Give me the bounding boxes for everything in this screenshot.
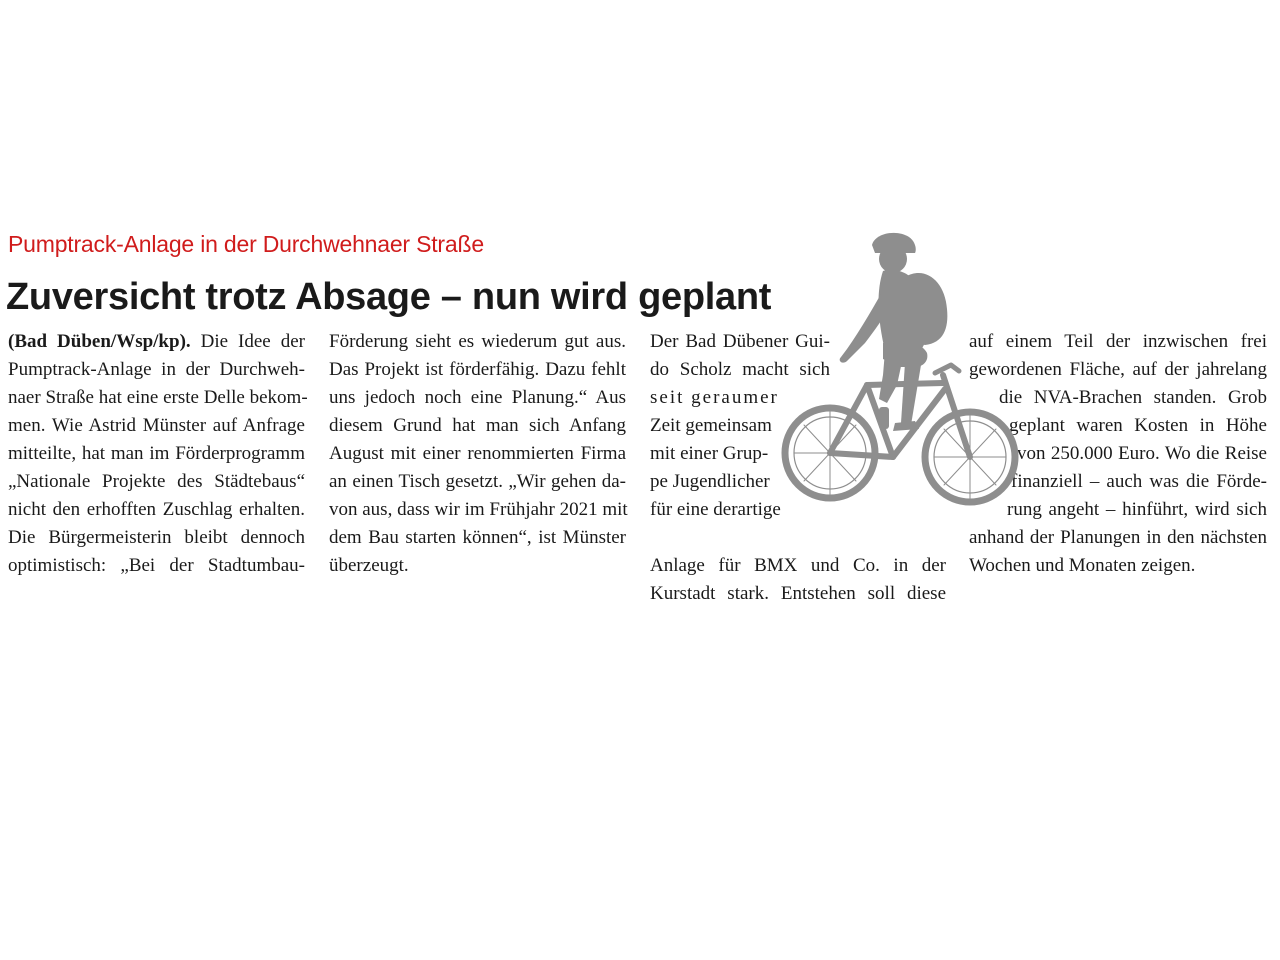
article-headline: Zuversicht trotz Absage – nun wird geplant (6, 276, 772, 318)
article-line: uns jedoch noch eine Planung.“ Aus (329, 387, 626, 408)
article-line: optimistisch: „Bei der Stadtumbau- (8, 555, 305, 576)
article-line: mit einer Grup- (650, 443, 769, 464)
article-line: pe Jugendlicher (650, 471, 770, 492)
article-line: gewordenen Fläche, auf der jahrelang (969, 359, 1267, 380)
article-line: mitteilte, hat man im Förderprogramm (8, 443, 305, 464)
article-line (8, 328, 305, 356)
article-line: an einen Tisch gesetzt. „Wir gehen da- (329, 471, 626, 492)
article-line: die NVA-Brachen standen. Grob (999, 387, 1267, 408)
article-kicker: Pumptrack-Anlage in der Durchwehnaer Straße (8, 231, 484, 257)
article-line: Das Projekt ist förderfähig. Dazu fehlt (329, 359, 626, 380)
article-line: für eine derartige (650, 499, 781, 520)
article-line: von aus, dass wir im Frühjahr 2021 mit (329, 499, 628, 520)
article-line: August mit einer renommierten Firma (329, 443, 626, 464)
article-line: „Nationale Projekte des Städtebaus“ (8, 471, 305, 492)
article-line: Anlage für BMX und Co. in der (650, 555, 946, 576)
article-column-3-continued (650, 552, 946, 608)
article-line: do Scholz macht sich (650, 359, 830, 380)
article-line: Zeit gemeinsam (650, 415, 772, 436)
article-line-text: Die Idee der (190, 331, 305, 352)
cyclist-silhouette-icon (775, 225, 1020, 525)
article-line: naer Straße hat eine erste Delle bekom- (8, 387, 308, 408)
article-line: finanziell – auch was die Förde- (1011, 471, 1267, 492)
article-line: anhand der Planungen in den nächsten (969, 527, 1267, 548)
article-dateline: (Bad Düben/Wsp/kp). (8, 331, 191, 352)
article-column-1 (8, 328, 308, 580)
article-line: Pumptrack-Anlage in der Durchweh- (8, 359, 305, 380)
article-line: Kurstadt stark. Entstehen soll diese (650, 583, 946, 604)
article-line: Die Bürgermeisterin bleibt dennoch (8, 527, 305, 548)
article-line: diesem Grund hat man sich Anfang (329, 415, 626, 436)
article-line: überzeugt. (329, 555, 409, 576)
article-line: auf einem Teil der inzwischen frei (969, 331, 1267, 352)
article-line: Wochen und Monaten zeigen. (969, 555, 1196, 576)
article-line: men. Wie Astrid Münster auf Anfrage (8, 415, 305, 436)
article-line: dem Bau starten können“, ist Münster (329, 527, 626, 548)
article-line: von 250.000 Euro. Wo die Reise (1017, 443, 1267, 464)
article-line: Förderung sieht es wiederum gut aus. (329, 331, 626, 352)
article-line: rung angeht – hinführt, wird sich (1007, 499, 1267, 520)
article-line: seit geraumer (650, 387, 779, 408)
article-line: nicht den erhofften Zuschlag erhalten. (8, 499, 305, 520)
article-column-2 (329, 328, 626, 580)
article-line: Der Bad Dübener Gui- (650, 331, 830, 352)
article-line: geplant waren Kosten in Höhe (1009, 415, 1267, 436)
